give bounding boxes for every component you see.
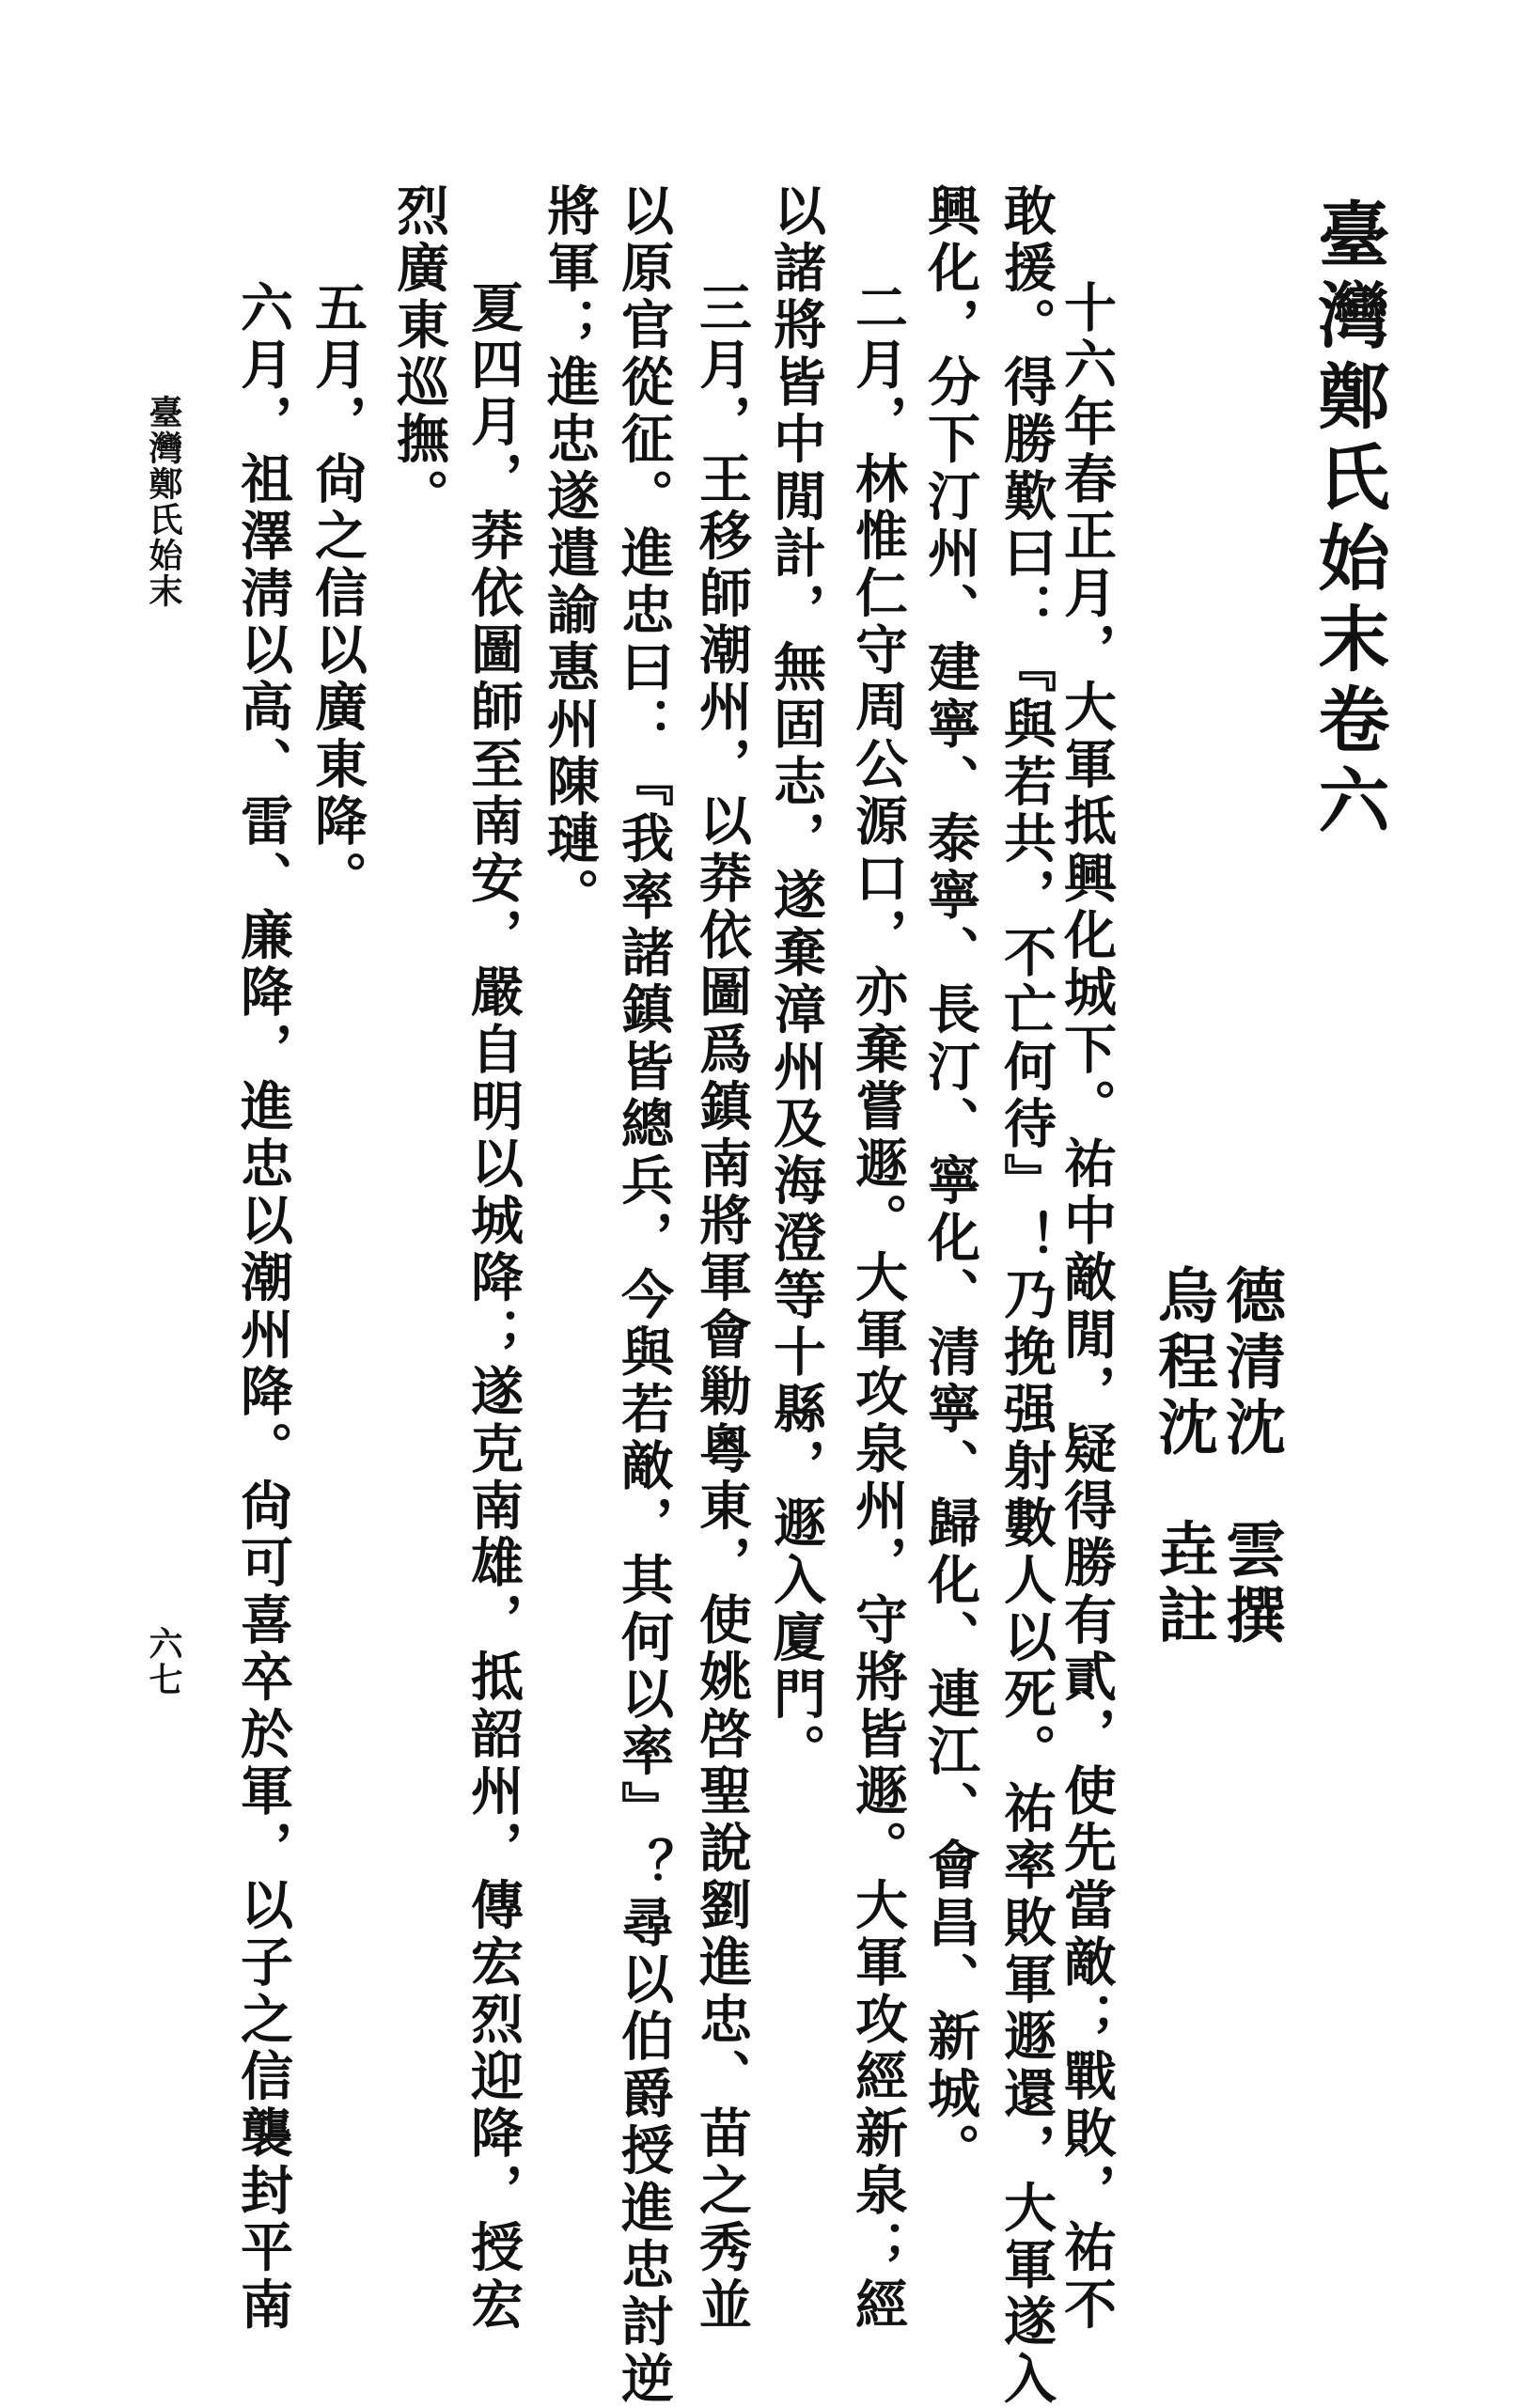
text-column: 以原官從征。進忠曰：『我率諸鎮皆總兵，今與若敵，其何以率』？尋以伯爵授進忠討逆	[613, 183, 675, 2408]
author-line-2	[1148, 1264, 1218, 1650]
text-column: 興化，分下汀州、建寧、泰寧、長汀、寧化、清寧、歸化、連江、會昌、新城。	[919, 183, 981, 2181]
text-column: 二月，林惟仁守周公源口，亦棄嘗遯。大軍攻泉州，守將皆遯。大軍攻經新泉；經	[847, 280, 909, 2335]
text-column: 將軍；進忠遂遣諭惠州陳璉。	[539, 183, 601, 926]
text-column: 六月，祖澤淸以高、雷、廉降，進忠以潮州降。尙可喜卒於軍，以子之信襲封平南	[232, 280, 294, 2335]
text-column: 五月，尙之信以廣東降。	[306, 280, 368, 908]
author-line-1	[1215, 1264, 1286, 1650]
author-role: 雲撰	[1215, 1518, 1286, 1650]
text-column: 以諸將皆中閒計，無固志，遂棄漳州及海澄等十縣，遯入廈門。	[765, 183, 827, 1781]
footer-book-title: 臺灣鄭氏始末	[144, 395, 183, 609]
author-name: 德清沈	[1215, 1264, 1286, 1462]
text-column: 十六年春正月，大軍抵興化城下。祐中敵閒，疑得勝有貳，使先當敵；戰敗，祐不	[1056, 280, 1118, 2335]
text-column: 敢援。得勝歎曰：『與若共，不亡何待』！乃挽强射數人以死。祐率敗軍遯還，大軍遂入	[995, 183, 1057, 2408]
text-column: 三月，王移師潮州，以莽依圖爲鎮南將軍會勦粵東，使姚啓聖說劉進忠、苗之秀並	[691, 280, 753, 2335]
author-role: 垚註	[1148, 1518, 1218, 1650]
author-name: 烏程沈	[1148, 1264, 1218, 1462]
chapter-title: 臺灣鄭氏始末卷六	[1307, 197, 1390, 844]
page-number: 六七	[144, 1626, 183, 1697]
text-column: 夏四月，莽依圖師至南安，嚴自明以城降；遂克南雄，抵韶州，傳宏烈迎降，授宏	[462, 280, 525, 2335]
text-column: 烈廣東巡撫。	[388, 183, 450, 526]
